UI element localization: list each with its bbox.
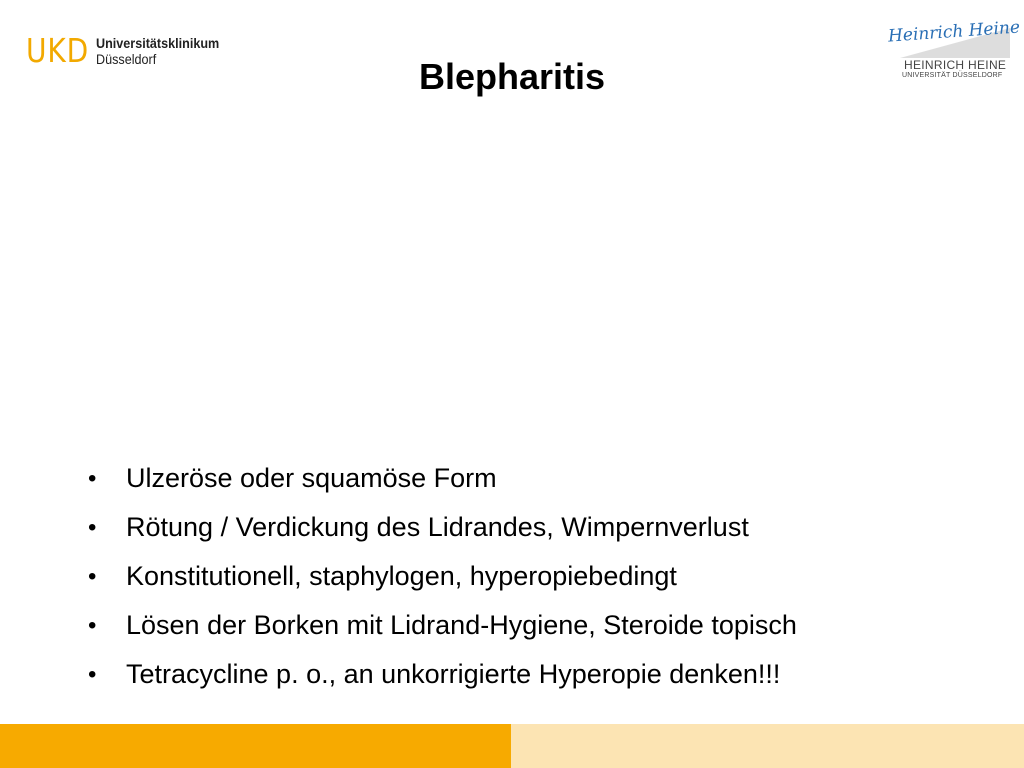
- ukd-logo-mark: UKD: [26, 31, 90, 70]
- bullet-icon: •: [88, 514, 97, 541]
- hhu-name: HEINRICH HEINE: [904, 58, 1007, 72]
- bullet-text: Rötung / Verdickung des Lidrandes, Wimpernverlust: [126, 512, 749, 542]
- ukd-line1: Universitätsklinikum: [96, 34, 220, 51]
- bullet-icon: •: [88, 661, 97, 688]
- bullet-icon: •: [88, 563, 97, 590]
- footer-bar-light: [511, 724, 1024, 768]
- ukd-line2: Düsseldorf: [96, 50, 157, 67]
- hhu-signature: Heinrich Heine: [887, 17, 1021, 47]
- list-item: [88, 503, 797, 552]
- bullet-text: Ulzeröse oder squamöse Form: [126, 463, 497, 493]
- bullet-text: Konstitutionell, staphylogen, hyperopiebedingt: [126, 561, 677, 591]
- list-item: [88, 650, 797, 699]
- bullet-text: Tetracycline p. o., an unkorrigierte Hyperopie denken!!!: [126, 659, 781, 689]
- bullet-text: Lösen der Borken mit Lidrand-Hygiene, Steroide topisch: [126, 610, 797, 640]
- list-item: [88, 601, 797, 650]
- slide-title: Blepharitis: [418, 56, 606, 97]
- bullet-icon: •: [88, 612, 97, 639]
- bullet-list: [88, 454, 797, 699]
- list-item: [88, 454, 797, 503]
- hhu-subtitle: UNIVERSITÄT DÜSSELDORF: [902, 72, 1003, 79]
- bullet-icon: •: [88, 465, 97, 492]
- footer-bar-accent: [0, 724, 511, 768]
- list-item: [88, 552, 797, 601]
